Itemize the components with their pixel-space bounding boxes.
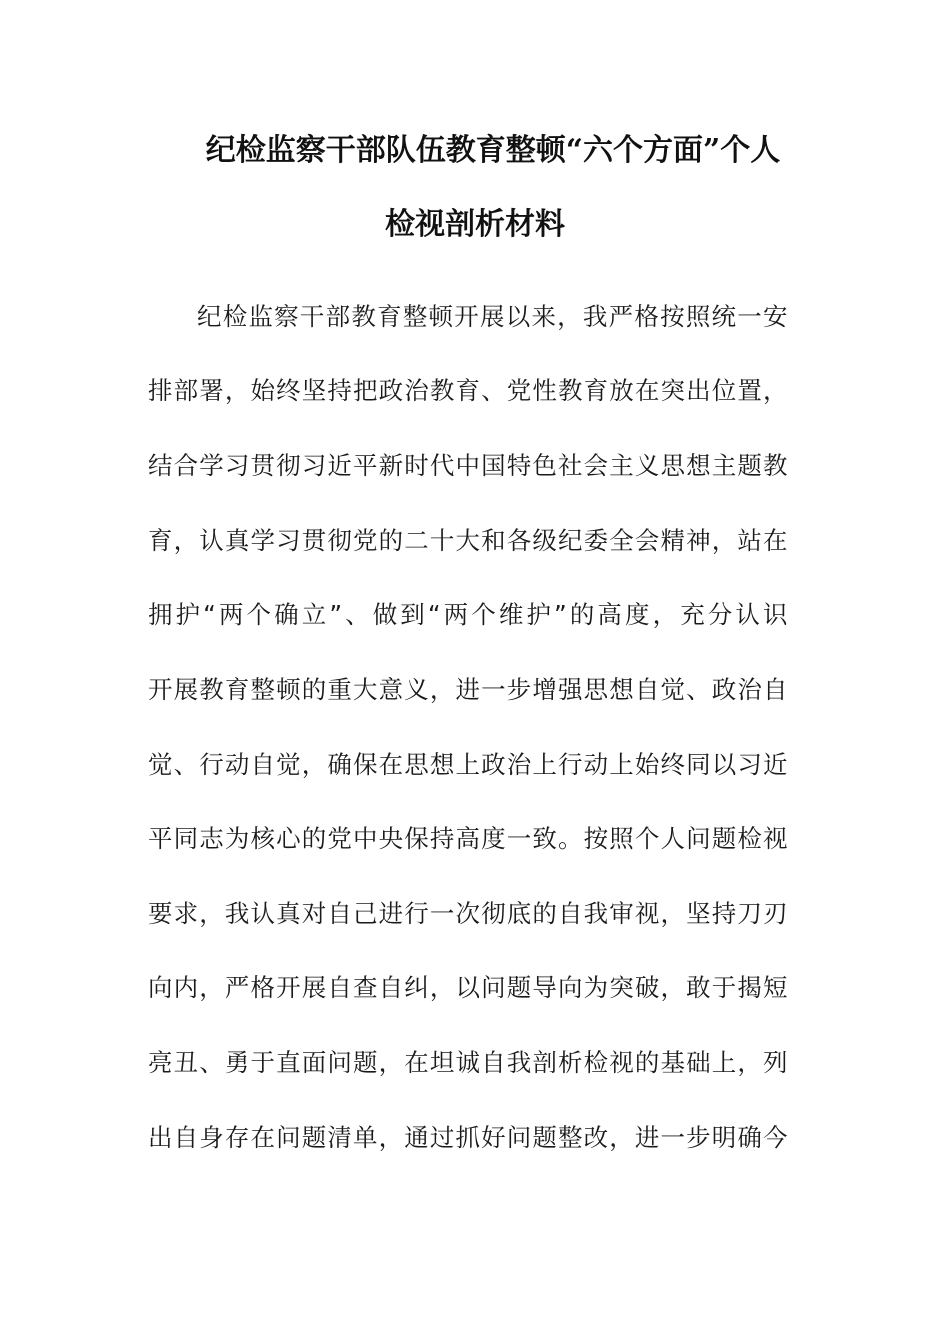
paragraph-line: 拥护“两个确立”、做到“两个维护”的高度，充分认识 [148,600,788,629]
paragraph-line: 亮丑、勇于直面问题，在坦诚自我剖析检视的基础上，列 [148,1048,788,1077]
paragraph-line: 出自身存在问题清单，通过抓好问题整改，进一步明确今 [148,1123,788,1152]
paragraph-line: 纪检监察干部教育整顿开展以来，我严格按照统一安 [197,302,788,331]
paragraph-line: 要求，我认真对自己进行一次彻底的自我审视，坚持刀刃 [148,899,788,928]
paragraph-line: 开展教育整顿的重大意义，进一步增强思想自觉、政治自 [148,675,788,704]
paragraph-line: 排部署，始终坚持把政治教育、党性教育放在突出位置， [148,376,788,405]
paragraph-line: 觉、行动自觉，确保在思想上政治上行动上始终同以习近 [148,750,788,779]
paragraph-line: 平同志为核心的党中央保持高度一致。按照个人问题检视 [148,824,788,853]
document-title-line-1: 纪检监察干部队伍教育整顿“六个方面”个人 [205,133,781,168]
paragraph-line: 向内，严格开展自查自纠，以问题导向为突破，敢于揭短 [148,973,788,1002]
paragraph-line: 结合学习贯彻习近平新时代中国特色社会主义思想主题教 [148,451,788,480]
document-title-line-2: 检视剖析材料 [385,207,565,242]
paragraph-line: 育，认真学习贯彻党的二十大和各级纪委全会精神，站在 [148,526,788,555]
